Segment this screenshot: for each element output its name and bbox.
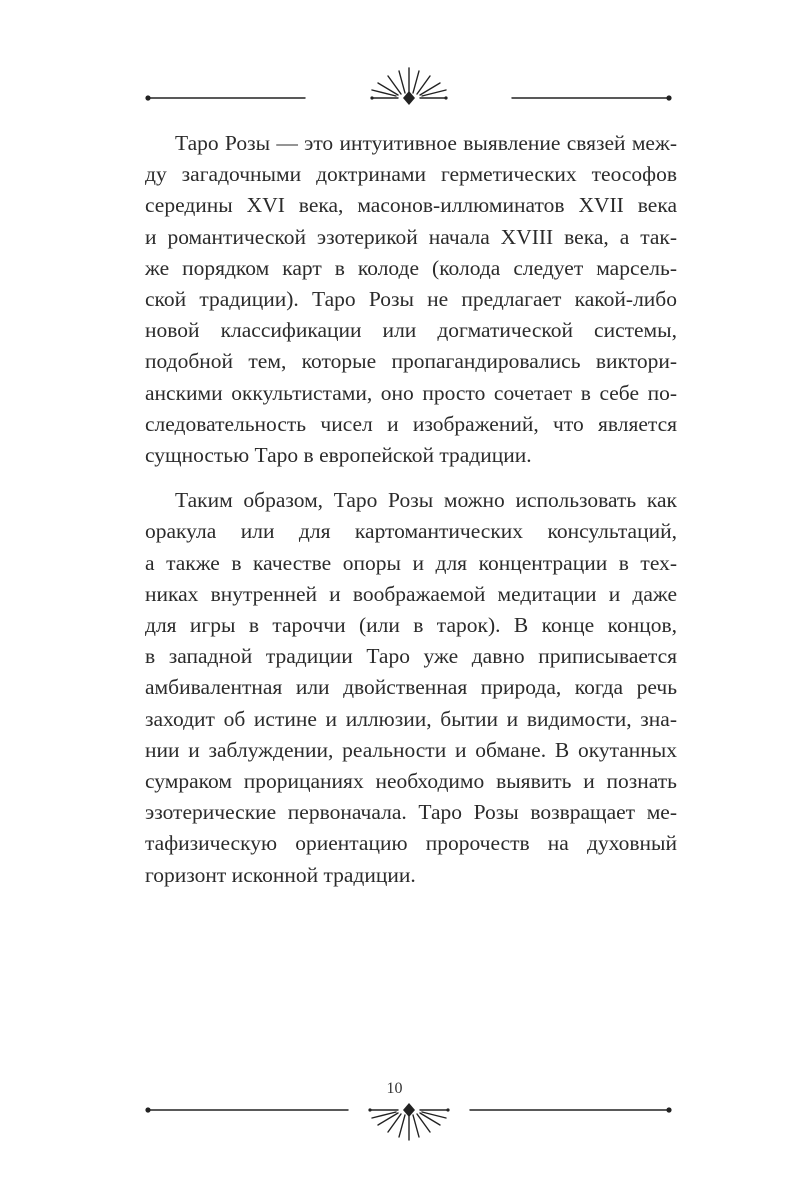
text-line: тафизическую ориентацию пророчеств на духовный [145,831,677,856]
text-line: амбивалентная или двойственная природа, когда речь [145,675,677,700]
text-line: никах внутренней и воображаемой медитации и даже [145,581,677,606]
text-line: нии и заблуждении, реальности и обмане. В окутанных [145,737,677,762]
text-line: подобной тем, которые пропагандировались виктори- [145,349,677,374]
text-line: же порядком карт в колоде (колода следует марсель- [145,255,677,280]
text-line: оракула или для картомантических консультаций, [145,519,677,544]
text-line: а также в качестве опоры и для концентрации в тех- [145,550,677,575]
text-line: эзотерические первоначала. Таро Розы возвращает ме- [145,800,677,825]
paragraph-2 [145,485,677,891]
text-line: ду загадочными доктринами герметических теософов [145,162,677,187]
text-line: новой классификации или догматической системы, [145,318,677,343]
bottom-ornament [0,1096,789,1146]
page-number: 10 [386,1080,403,1097]
text-line: ской традиции). Таро Розы не предлагает какой-либо [145,287,677,312]
text-line: в западной традиции Таро уже давно приписывается [145,644,677,669]
body-text [145,128,677,891]
text-line: Таким образом, Таро Розы можно использовать как [175,488,677,513]
text-line: сущностью Таро в европейской традиции. [145,443,532,468]
text-line: и романтической эзотерикой начала XVIII века, а так- [145,224,677,249]
text-line: горизонт исконной традиции. [145,862,416,887]
text-line: анскими оккультистами, оно просто сочетает в себе по- [145,380,677,405]
text-line: для игры в тароччи (или в тарок). В конце концов, [145,613,677,638]
text-line: середины XVI века, масонов-иллюминатов XVII века [145,193,677,218]
text-line: сумраком прорицаниях необходимо выявить и познать [145,769,677,794]
paragraph-1 [145,128,677,471]
text-line: следовательность чисел и изображений, что является [145,411,677,436]
text-line: Таро Розы — это интуитивное выявление связей меж- [175,131,677,155]
text-line: заходит об истине и иллюзии, бытии и видимости, зна- [145,706,677,731]
bottom-sunburst-divider-icon [0,1096,789,1146]
top-sunburst-divider-icon [0,60,789,120]
top-ornament [0,60,789,120]
